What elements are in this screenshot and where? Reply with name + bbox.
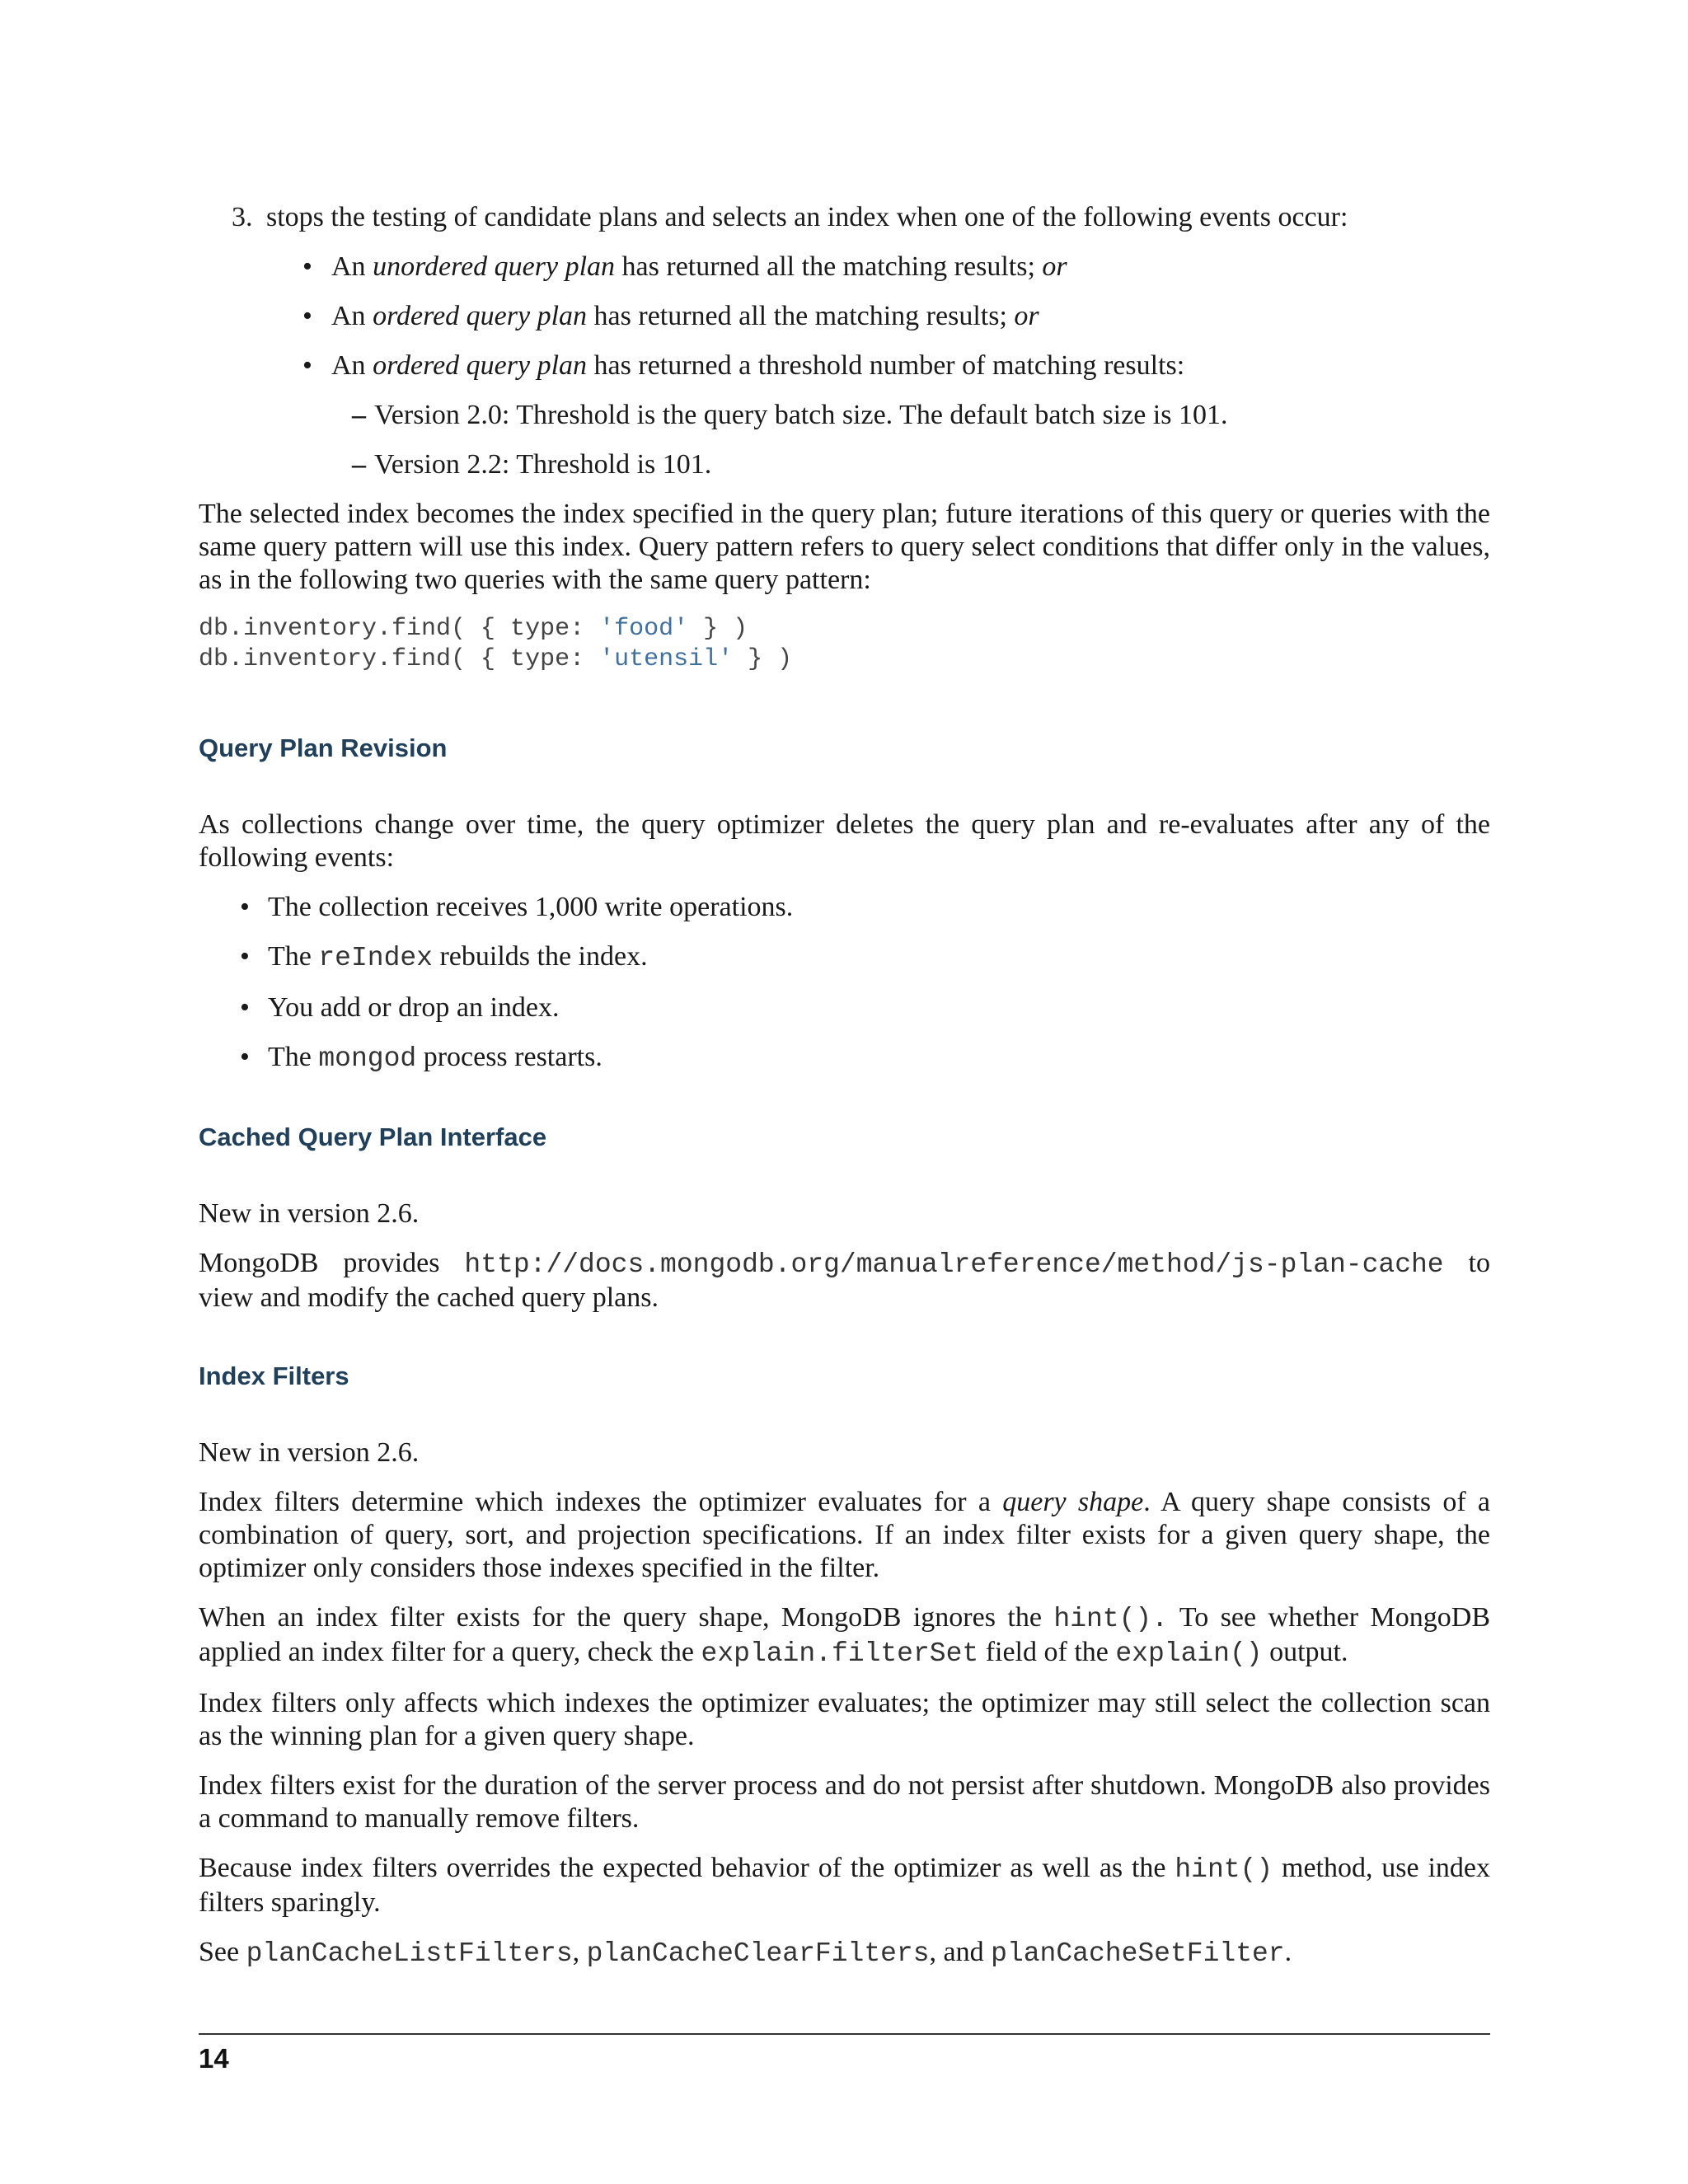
paragraph-revision-intro: As collections change over time, the query optimizer deletes the query plan and re-evaluates after any of the following events: [199,809,1490,873]
version-note: New in version 2.6. [199,1437,420,1468]
list-item-text: An ordered query plan has returned a threshold number of matching results: [331,350,1185,381]
list-item [302,300,1490,333]
section-heading-query-plan-revision: Query Plan Revision [199,733,448,762]
paragraph-index-filters-3: Index filters only affects which indexes the optimizer evaluates; the optimizer may still select the collection scan as the winning plan for a given query shape. [199,1688,1490,1751]
bullet-marker: • [240,1042,250,1072]
list-item [302,349,1490,382]
page-content [199,201,1490,1971]
version-note: New in version 2.6. [199,1198,420,1229]
sub-list-item-text: Version 2.2: Threshold is 101. [374,449,712,480]
paragraph-index-filters-1: Index filters determine which indexes the optimizer evaluates for a query shape. A query shape consists of a combination of query, sort, and projection specifications. If an index filter exists for a given query shape, the optimizer only considers those indexes specified in the filter. [199,1487,1490,1583]
list-item [240,891,1490,924]
numbered-item-3 [232,201,1490,234]
paragraph-index-filters-4: Index filters exist for the duration of the server process and do not persist after shutdown. MongoDB also provides a command to manually remove filters. [199,1770,1490,1834]
footer-divider [199,2033,1490,2035]
sub-list-item-text: Version 2.0: Threshold is the query batch size. The default batch size is 101. [374,400,1228,430]
section-heading-cached-query-plan-interface: Cached Query Plan Interface [199,1122,547,1151]
list-item [240,991,1490,1024]
list-item-text: The reIndex rebuilds the index. [268,941,648,973]
list-item-text: You add or drop an index. [268,992,560,1023]
plan-cache-list-filters-link[interactable]: planCacheListFilters [246,1938,573,1969]
list-item [240,1041,1490,1076]
paragraph-index-filters-6: See planCacheListFilters, planCacheClearFilters, and planCacheSetFilter. [199,1937,1292,1969]
sub-list-item [352,448,1490,481]
bullet-marker: • [302,350,312,381]
plan-cache-url[interactable]: http://docs.mongodb.org/manualreference/method/js-plan-cache [464,1249,1444,1280]
paragraph-index-filters-2: When an index filter exists for the query shape, MongoDB ignores the hint(). To see whether MongoDB applied an index filter for a query, check the explain.filterSet field of the explain() output. [199,1602,1490,1669]
list-item-text: An unordered query plan has returned all the matching results; or [331,251,1067,282]
dash-marker: – [352,449,366,480]
list-number: 3. [232,202,253,232]
section-heading-index-filters: Index Filters [199,1361,349,1390]
plan-cache-clear-filters-link[interactable]: planCacheClearFilters [586,1938,930,1969]
list-item [240,940,1490,975]
paragraph-selected-index: The selected index becomes the index specified in the query plan; future iterations of this query or queries with the same query pattern will use this index. Query pattern refers to query select conditions that differ only in the values, as in the following two queries with the same query pattern: [199,499,1490,595]
code-block: db.inventory.find( { type: 'food' } ) db.inventory.find( { type: 'utensil' } ) [199,615,793,673]
page-number: 14 [199,2043,229,2074]
list-item-text: The collection receives 1,000 write operations. [268,892,794,922]
plan-cache-set-filter-link[interactable]: planCacheSetFilter [991,1938,1285,1969]
bullet-marker: • [240,892,250,922]
list-item-text: The mongod process restarts. [268,1042,603,1074]
sub-list-item [352,399,1490,432]
list-item [302,251,1490,284]
bullet-marker: • [240,992,250,1023]
bullet-marker: • [302,251,312,282]
paragraph-cached-interface: MongoDB provides http://docs.mongodb.org/manualreference/method/js-plan-cache to view and modify the cached query plans. [199,1248,1490,1313]
bullet-marker: • [302,301,312,331]
item-text: stops the testing of candidate plans and selects an index when one of the following events occur: [266,202,1348,232]
dash-marker: – [352,400,366,430]
paragraph-index-filters-5: Because index filters overrides the expected behavior of the optimizer as well as the hint() method, use index filters sparingly. [199,1853,1490,1918]
bullet-marker: • [240,941,250,972]
list-item-text: An ordered query plan has returned all the matching results; or [331,301,1039,331]
